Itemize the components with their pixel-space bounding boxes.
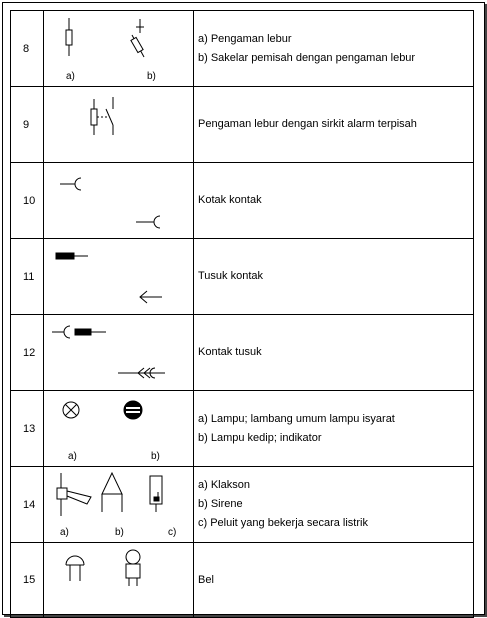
symbol-cell [44, 467, 194, 543]
description-line: Kotak kontak [198, 194, 262, 206]
label-c: c) [168, 527, 177, 538]
flashing-lamp-icon [124, 401, 142, 419]
table-row [11, 163, 474, 239]
symbol-cell [44, 239, 194, 315]
table-row [11, 467, 474, 543]
symbol-cell [44, 391, 194, 467]
lamp-icon [63, 402, 79, 418]
plug-socket-connection-icon [52, 326, 106, 338]
page-frame [2, 2, 485, 615]
row-number: 9 [11, 87, 44, 163]
symbol-cell [44, 163, 194, 239]
label-a: a) [66, 71, 75, 82]
label-a: a) [68, 451, 77, 462]
symbol-cell [44, 315, 194, 391]
description-line: c) Peluit yang bekerja secara listrik [198, 517, 368, 529]
symbol-table [10, 10, 474, 618]
fuse-switch-disconnector-icon [131, 19, 144, 57]
plug-icon [140, 291, 162, 303]
row-number: 8 [11, 11, 44, 87]
description-cell [194, 11, 474, 87]
table-row [11, 87, 474, 163]
table-row [11, 239, 474, 315]
row-number: 15 [11, 543, 44, 618]
row-number: 12 [11, 315, 44, 391]
description-line: b) Sakelar pemisah dengan pengaman lebur [198, 51, 416, 64]
label-b: b) [151, 451, 160, 462]
fuse-alarm-circuit-icon [91, 97, 113, 135]
description-cell [194, 87, 474, 163]
symbol-cell [44, 87, 194, 163]
description-cell [194, 239, 474, 315]
label-b: b) [147, 71, 156, 82]
siren-icon [102, 473, 122, 512]
plug-socket-connection-icon [118, 368, 165, 378]
description-cell [194, 391, 474, 467]
description-line: b) Lampu kedip; indikator [198, 431, 322, 444]
description-line: Bel [198, 573, 214, 586]
description-line: a) Klakson [198, 479, 250, 491]
description-cell [194, 315, 474, 391]
table-row [11, 391, 474, 467]
plug-icon [56, 253, 88, 259]
table-row [11, 315, 474, 391]
symbol-cell [44, 11, 194, 87]
bell-icon [126, 550, 140, 586]
row-number: 10 [11, 163, 44, 239]
socket-icon [136, 216, 160, 228]
row-number: 11 [11, 239, 44, 315]
row-number: 14 [11, 467, 44, 543]
description-line: b) Sirene [198, 498, 243, 510]
table-row [11, 543, 474, 618]
bell-icon [66, 556, 84, 581]
description-line: Kontak tusuk [198, 346, 262, 358]
description-cell [194, 163, 474, 239]
label-b: b) [115, 527, 124, 538]
electric-whistle-icon [150, 476, 162, 512]
symbol-cell [44, 543, 194, 618]
table-row [11, 11, 474, 87]
horn-icon [57, 473, 91, 516]
socket-icon [60, 178, 81, 190]
description-line: a) Pengaman lebur [198, 32, 292, 45]
description-line: Tusuk kontak [198, 270, 264, 282]
row-number: 13 [11, 391, 44, 467]
label-a: a) [60, 527, 69, 538]
description-cell [194, 467, 474, 543]
fuse-icon [66, 18, 72, 56]
description-cell [194, 543, 474, 618]
description-line: Pengaman lebur dengan sirkit alarm terpisah [198, 118, 417, 130]
description-line: a) Lampu; lambang umum lampu isyarat [198, 412, 395, 425]
